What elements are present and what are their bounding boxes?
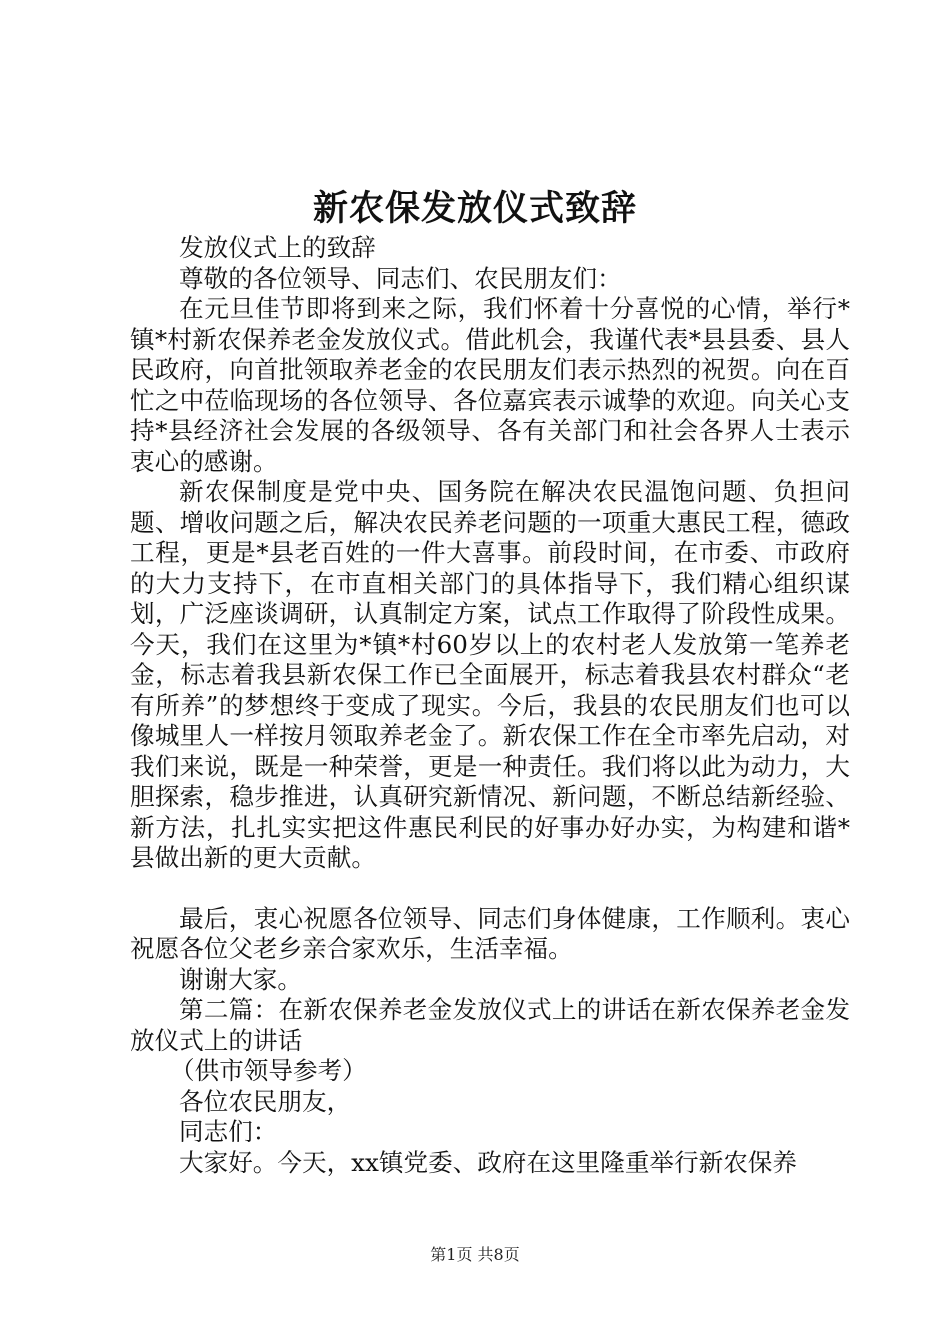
paragraph-second-article-heading: 第二篇：在新农保养老金发放仪式上的讲话在新农保养老金发放仪式上的讲话 <box>130 995 850 1055</box>
paragraph-greeting-comrades: 同志们： <box>179 1117 278 1146</box>
document-title: 新农保发放仪式致辞 <box>312 188 637 229</box>
document-body <box>130 233 850 1178</box>
paragraph-greeting-farmers: 各位农民朋友， <box>179 1086 352 1116</box>
paragraph-main: 新农保制度是党中央、国务院在解决农民温饱问题、负担问题、增收问题之后，解决农民养老问题的一项重大惠民工程，德政工程，更是*县老百姓的一件大喜事。前段时间，在市委、市政府的大力支持下，在市直相关部门的具体指导下，我们精心组织谋划，广泛座谈调研，认真制定方案，试点工作取得了阶段性成果。今天，我们在这里为*镇*村60岁以上的农村老人发放第一笔养老金，标志着我县新农保工作已全面展开，标志着我县农村群众“老有所养”的梦想终于变成了现实。今后，我县的农民朋友们也可以像城里人一样按月领取养老金了。新农保工作在全市率先启动，对我们来说，既是一种荣誉，更是一种责任。我们将以此为动力，大胆探索，稳步推进，认真研究新情况、新问题，不断总结新经验、新方法，扎扎实实把这件惠民利民的好事办好办实，为构建和谐*县做出新的更大贡献。 <box>130 477 850 872</box>
paragraph-subtitle: 发放仪式上的致辞 <box>179 233 376 262</box>
page-number-footer: 第1页 共8页 <box>430 1245 520 1264</box>
paragraph-closing-wishes: 最后，衷心祝愿各位领导、同志们身体健康，工作顺利。衷心祝愿各位父老乡亲合家欢乐，生活幸福。 <box>130 903 850 963</box>
paragraph-thanks: 谢谢大家。 <box>179 964 302 994</box>
paragraph-speech-start: 大家好。今天，xx镇党委、政府在这里隆重举行新农保养 <box>179 1147 797 1177</box>
paragraph-reference-note: （供市领导参考） <box>170 1056 367 1085</box>
paragraph-salutation: 尊敬的各位领导、同志们、农民朋友们： <box>179 263 622 293</box>
paragraph-opening: 在元旦佳节即将到来之际，我们怀着十分喜悦的心情，举行*镇*村新农保养老金发放仪式。借此机会，我谨代表*县县委、县人民政府，向首批领取养老金的农民朋友们表示热烈的祝贺。向在百忙之中莅临现场的各位领导、各位嘉宾表示诚挚的欢迎。向关心支持*县经济社会发展的各级领导、各有关部门和社会各界人士表示衷心的感谢。 <box>130 294 850 476</box>
